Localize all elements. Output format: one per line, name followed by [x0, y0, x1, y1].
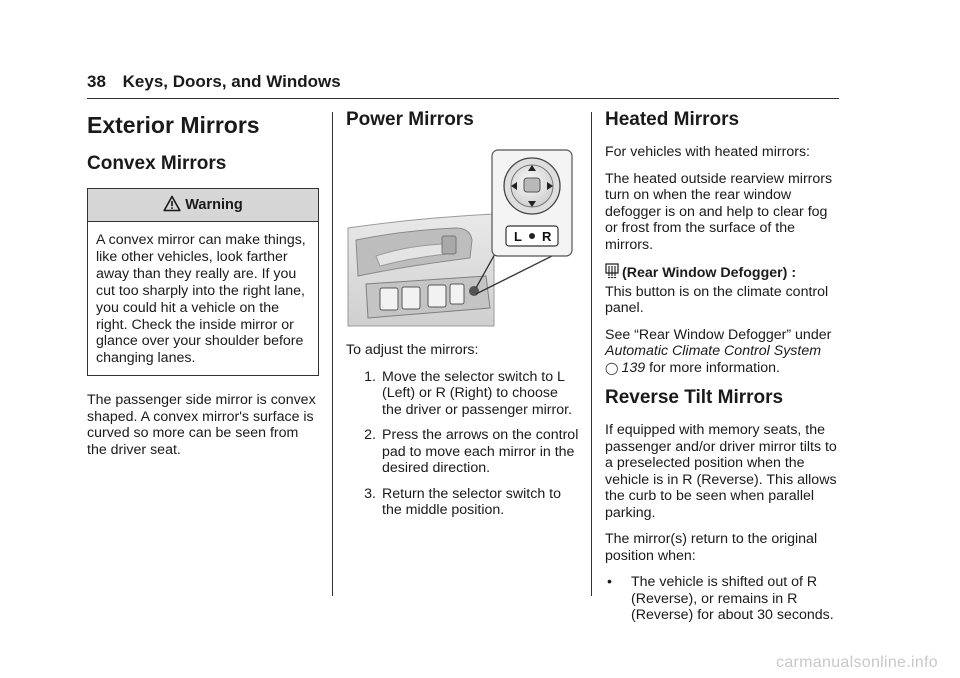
heated-intro: For vehicles with heated mirrors: — [605, 144, 810, 160]
column-divider-2 — [591, 112, 592, 596]
selector-left-label: L — [514, 229, 522, 244]
convex-body-text: The passenger side mirror is convex shaped. A convex mirror's surface is curved so more can be seen from the driver seat. — [87, 392, 316, 458]
warning-text: A convex mirror can make things, like other vehicles, look farther away than they really are. If you cut too sharply into the right lane, you could hit a vehicle on the right. Check the inside mirror or glance over your shoulder before changing lanes. — [96, 232, 306, 367]
column-divider-1 — [332, 112, 333, 596]
rear-defogger-icon — [605, 263, 619, 284]
column-2 — [346, 108, 580, 528]
list-item: 3. Return the selector switch to the middle position. — [364, 485, 561, 518]
bullet-dot: • — [607, 574, 612, 590]
heated-body: The heated outside rearview mirrors turn on when the rear window defogger is on and help to clear fog or frost from the surface of the mirrors. — [605, 170, 833, 253]
list-item: 1. Move the selector switch to L (Left) or R (Right) to choose the driver or passenger mirror. — [364, 368, 573, 418]
adjust-intro: To adjust the mirrors: — [346, 342, 479, 358]
mirror-control-illustration — [346, 148, 576, 328]
page-number: 38 — [87, 72, 106, 91]
power-mirrors-heading: Power Mirrors — [346, 109, 474, 130]
page-reference-icon: ◯ — [605, 360, 619, 375]
column-3 — [605, 108, 841, 624]
convex-mirrors-heading: Convex Mirrors — [87, 153, 227, 174]
defogger-text: This button is on the climate control panel. — [605, 283, 829, 316]
reverse-tilt-return: The mirror(s) return to the original position when: — [605, 531, 818, 564]
header-rule — [87, 98, 839, 99]
reference-page[interactable]: 139 — [621, 359, 646, 376]
watermark: carmanualsonline.info — [776, 654, 938, 671]
reference-link[interactable]: Automatic Climate Control System — [605, 343, 822, 359]
reverse-tilt-body: If equipped with memory seats, the passenger and/or driver mirror tilts to a preselected position when the vehicle is in R (Reverse). This allows the curb to be seen when parallel parking. — [605, 422, 837, 521]
warning-label: Warning — [185, 197, 243, 213]
section-title: Keys, Doors, and Windows — [122, 72, 341, 91]
warning-box — [87, 188, 319, 376]
column-1 — [87, 108, 319, 468]
reverse-tilt-heading: Reverse Tilt Mirrors — [605, 387, 784, 408]
list-item — [605, 574, 841, 624]
see-reference: See “Rear Window Defogger” under Automatic Climate Control System ◯ 139 for more information. — [605, 326, 832, 376]
defogger-description — [605, 263, 841, 317]
warning-header — [88, 189, 318, 222]
adjust-steps-list — [346, 369, 580, 519]
heated-mirrors-heading: Heated Mirrors — [605, 109, 740, 130]
list-item: 2. Press the arrows on the control pad to move each mirror in the desired direction. — [364, 427, 579, 476]
page-title: Exterior Mirrors — [87, 112, 260, 138]
page-header — [87, 72, 839, 92]
defogger-label: (Rear Window Defogger) : — [622, 265, 797, 281]
bullet-text: The vehicle is shifted out of R (Reverse), or remains in R (Reverse) for about 30 seconds. — [631, 574, 834, 623]
warning-triangle-icon — [163, 192, 181, 224]
selector-right-label: R — [542, 229, 552, 244]
